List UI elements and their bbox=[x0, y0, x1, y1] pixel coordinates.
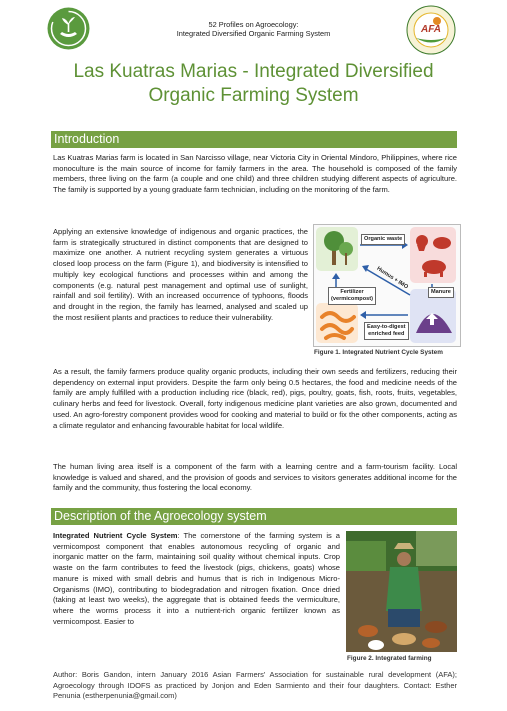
section-heading-introduction: Introduction bbox=[51, 131, 457, 148]
label-enriched-feed: Easy-to-digest enriched feed bbox=[364, 322, 409, 340]
footer-credits: Author: Boris Gandon, intern January 2016 Asian Farmers' Association for sustainable rural development (AFA); Agroecology through IDOFS as practiced by Jonjon and Eden Sarmiento and their four daughters. Contact: Esther Penunia (estherpenunia@gmail.com) bbox=[53, 670, 457, 700]
page-title bbox=[20, 60, 487, 108]
figure-1-caption: Figure 1. Integrated Nutrient Cycle System bbox=[314, 349, 443, 356]
farm-photo-image bbox=[346, 531, 457, 652]
page-title-line1: Las Kuatras Marias - Integrated Diversified bbox=[73, 61, 434, 82]
agro-paragraph bbox=[53, 531, 340, 627]
series-title-line1: 52 Profiles on Agroecology: bbox=[208, 20, 299, 29]
figure-2-photo bbox=[346, 531, 457, 652]
intro-paragraph-1: Las Kuatras Marias farm is located in San Narcisso village, near Victoria City in Oriental Mindoro, Philippines, where rice monoculture is the main source of income for family farmers in the area. The household is composed of the family members, three living on the farm (a couple and one child) and three children studying different aspects of agriculture. The family is supported by a young graduate farm technician, including on the monitoring of the farm. bbox=[53, 153, 457, 195]
series-title bbox=[0, 20, 507, 38]
label-fertilizer: Fertilizer (vermicompost) bbox=[328, 287, 376, 305]
label-humus-imo: Humus + IMO bbox=[375, 265, 409, 291]
intro-paragraph-4: The human living area itself is a component of the farm with a learning centre and a farm-tourism facility. Local knowledge is valued and shared, and the provision of goods and services to visitors generates additional income for the family and the community, thus fostering the local economy. bbox=[53, 462, 457, 493]
label-manure: Manure bbox=[428, 287, 454, 298]
label-organic-waste: Organic waste bbox=[361, 234, 405, 245]
afa-logo-text: AFA bbox=[421, 24, 441, 35]
intro-paragraph-2: Applying an extensive knowledge of indigenous and organic practices, the farm is strategically structured in distinct components that are designed to maximize one another. A nutrient recycling system generates a virtuous closed loop process on the farm (Figure 1), and biodiversity is intensified to multiply key ecological functions and processes within and among the components (e.g. natural pest management and optimal use of sunlight, rainfall and soil fertility). With an increased occurrence of typhoons, floods and drought in the region, the family has learned, analysed and scaled up the most resilient plants and practices to reduce their vulnerability. bbox=[53, 227, 308, 322]
figure-1-nutrient-cycle bbox=[313, 224, 461, 347]
section-heading-agroecology: Description of the Agroecology system bbox=[51, 508, 457, 525]
intro-paragraph-3: As a result, the family farmers produce quality organic products, including their own seeds and fertilizers, reducing their dependency on external input providers. Despite the farm only being 0.5 hectares, the food and medicine needs of the family are amply fulfilled with a production including rice (black, red), pigs, poultry, goats, fish, roots, fruits, vegetables, culinary herbs and feed for livestock. Overall, forty indigenous medicine plant varieties are also grown, documented and used. An agro-forestry component provides wood for cooking and material to build or fix the other components, acting as a climate regulator and enhancing favourable habitat for local wildlife. bbox=[53, 367, 457, 430]
series-title-line2: Integrated Diversified Organic Farming System bbox=[176, 29, 331, 38]
page-title-line2: Organic Farming System bbox=[148, 85, 359, 106]
figure-2-caption: Figure 2. Integrated farming bbox=[347, 655, 432, 662]
agro-lead: Integrated Nutrient Cycle System bbox=[53, 531, 178, 540]
agro-text: : The cornerstone of the farming system is a vermicompost component that enables autonomous recycling of organic and inorganic matter on the farm, maintaining soil quality without chemical inputs. Crop waste on the farm contributes to feed the livestock (pigs, chickens, goats) whose manure is mixed with small debris and humus that is rich in Indigenous Micro-Organisms (IMO), contributing to biodegradation and nitrogen fixation. Once dried (taking at least two weeks), the aggregate that is obtained feeds the vermiculture, where the worms process it into a nutrient-rich organic fertilizer known as vermicompost. Easier to bbox=[53, 531, 341, 626]
